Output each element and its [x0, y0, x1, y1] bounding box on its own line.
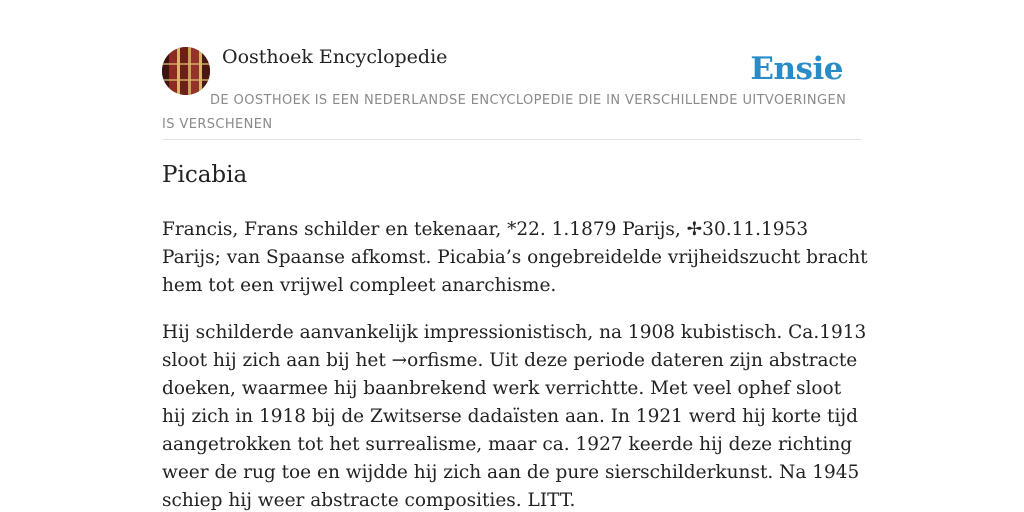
page-title: Picabia: [162, 162, 248, 188]
article-paragraph: Hij schilderde aanvankelijk impressionistisch, na 1908 kubistisch. Ca.1913 sloot hij zich aan bij het →orfisme. Uit deze periode dateren zijn abstracte doeken, waarmee hij baanbrekend werk verrichtte. Met veel ophef sloot hij zich in 1918 bij de Zwitserse dadaïsten aan. In 1921 werd hij korte tijd aangetrokken tot het surrealisme, maar ca. 1927 keerde hij deze richting weer de rug toe en wijdde hij zich aan de pure sierschilderkunst. Na 1945 schiep hij weer abstracte composities. LITT.: [162, 322, 867, 511]
brand-logo[interactable]: Ensie: [750, 51, 843, 87]
article-body: [162, 216, 868, 512]
site-header: [162, 0, 862, 140]
page-container: [162, 0, 868, 511]
site-title[interactable]: Oosthoek Encyclopedie: [222, 46, 448, 68]
site-tagline: DE OOSTHOEK IS EEN NEDERLANDSE ENCYCLOPEDIE DIE IN VERSCHILLENDE UITVOERINGEN IS VERSCHENEN: [162, 93, 847, 132]
article-paragraph: Francis, Frans schilder en tekenaar, *22. 1.1879 Parijs, ✢30.11.1953 Parijs; van Spaanse afkomst. Picabia’s ongebreidelde vrijheidszucht bracht hem tot een vrijwel compleet anarchisme.: [162, 219, 868, 296]
books-icon[interactable]: [162, 47, 210, 95]
